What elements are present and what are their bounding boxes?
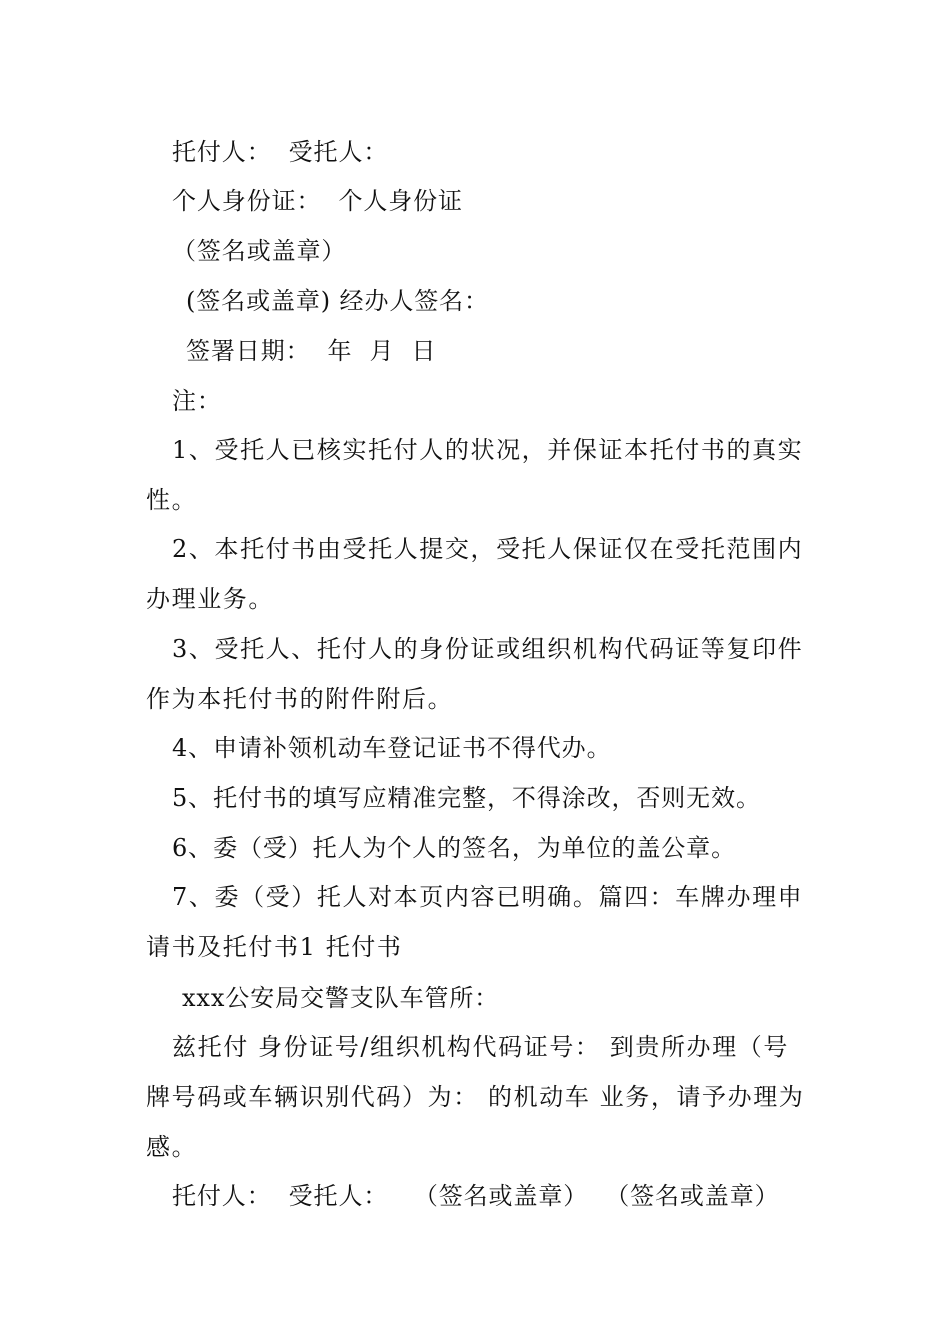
addressee-line: xxx公安局交警支队车管所：: [182, 984, 500, 1012]
note-item-2: 2、本托付书由受托人提交，受托人保证仅在受托范围内办理业务。: [146, 535, 804, 613]
note-item-4: 4、申请补领机动车登记证书不得代办。: [172, 734, 612, 762]
signature-line: 托付人： 受托人： （签名或盖章） （签名或盖章）: [172, 1182, 780, 1210]
note-item-1: 1、受托人已核实托付人的状况，并保证本托付书的真实性。: [146, 436, 804, 514]
handler-signature-label: (签名或盖章) 经办人签名：: [186, 287, 489, 315]
authorization-paragraph: 兹托付 身份证号/组织机构代码证号： 到贵所办理（号牌号码或车辆识别代码）为： 的机动车 业务，请予办理为感。: [146, 1033, 805, 1161]
notes-heading: 注：: [172, 387, 222, 415]
note-item-3: 3、受托人、托付人的身份证或组织机构代码证等复印件作为本托付书的附件附后。: [146, 635, 804, 713]
id-card-label: 个人身份证： 个人身份证: [172, 187, 463, 215]
sign-or-seal-label: （签名或盖章）: [172, 237, 347, 265]
note-item-6: 6、委（受）托人为个人的签名，为单位的盖公章。: [172, 834, 736, 862]
note-item-5: 5、托付书的填写应精准完整，不得涂改，否则无效。: [172, 784, 761, 812]
principal-agent-label: 托付人： 受托人：: [172, 138, 389, 166]
note-item-7: 7、委（受）托人对本页内容已明确。篇四：车牌办理申请书及托付书1 托付书: [146, 883, 804, 961]
signing-date-label: 签署日期： 年 月 日: [186, 337, 437, 365]
